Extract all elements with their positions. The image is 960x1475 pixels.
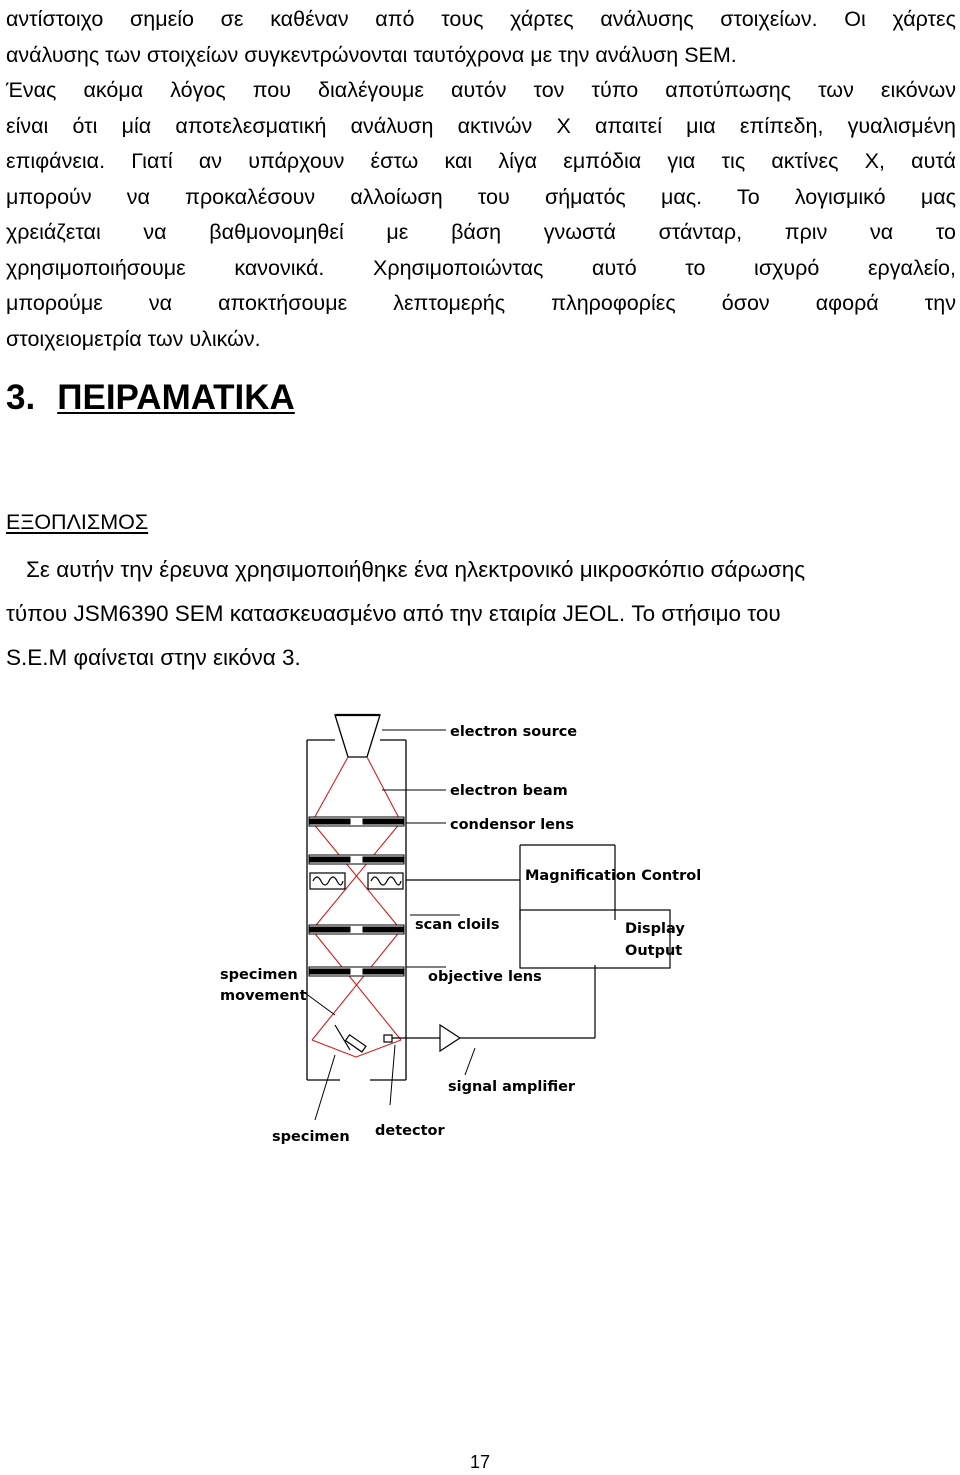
display-output-box <box>520 910 670 968</box>
section-title: ΠΕΙΡΑΜΑΤΙΚΑ <box>57 378 295 417</box>
label-specimen: specimen <box>272 1129 350 1145</box>
paragraph-line: χρησιμοποιήσουμε κανονικά. Χρησιμοποιώντας αυτό το ισχυρό εργαλείο, <box>6 255 956 280</box>
label-specimen-movement-2: movement <box>220 988 307 1004</box>
equipment-paragraph <box>6 548 956 680</box>
paragraph-line: Σε αυτήν την έρευνα χρησιμοποιήθηκε ένα ηλεκτρονικό μικροσκόπιο σάρωσης <box>26 557 806 582</box>
paragraph-line: αντίστοιχο σημείο σε καθέναν από τους χάρτες ανάλυσης στοιχείων. Οι χάρτες <box>6 7 956 31</box>
page-number: 17 <box>469 1452 491 1472</box>
label-output: Output <box>625 943 683 959</box>
label-specimen-movement-1: specimen <box>220 967 298 983</box>
label-signal-amplifier: signal amplifier <box>448 1079 576 1095</box>
paragraph-line: μπορούμε να αποκτήσουμε λεπτομερής πληροφορίες όσον αφορά την <box>6 291 956 315</box>
label-display: Display <box>625 921 685 937</box>
label-objective-lens: objective lens <box>428 969 542 985</box>
section-heading <box>6 378 295 418</box>
paragraph-line: στοιχειομετρία των υλικών. <box>6 326 261 351</box>
intro-paragraph <box>6 2 956 357</box>
subsection-title: ΕΞΟΠΛΙΣΜΟΣ <box>6 510 149 534</box>
electron-beam-path <box>312 757 401 1057</box>
detector-box <box>384 1035 392 1042</box>
paragraph-line: ανάλυσης των στοιχείων συγκεντρώνονται ταυτόχρονα με την ανάλυση SEM. <box>6 42 737 67</box>
signal-amplifier-triangle <box>440 1025 460 1051</box>
paragraph-line: Ένας ακόμα λόγος που διαλέγουμε αυτόν τον τύπο αποτύπωσης των εικόνων <box>6 78 956 102</box>
electron-source-funnel <box>335 715 380 757</box>
sem-diagram <box>210 705 770 1155</box>
section-number: 3. <box>6 378 36 417</box>
specimen-stage <box>335 1025 392 1052</box>
label-detector: detector <box>375 1123 445 1139</box>
label-electron-beam: electron beam <box>450 783 568 799</box>
paragraph-line: S.E.M φαίνεται στην εικόνα 3. <box>6 645 301 670</box>
sem-diagram-svg <box>210 705 770 1155</box>
label-condensor-lens: condensor lens <box>450 817 574 833</box>
paragraph-line: μπορούν να προκαλέσουν αλλοίωση του σήματός μας. Το λογισμικό μας <box>6 184 956 209</box>
paragraph-line: επιφάνεια. Γιατί αν υπάρχουν έστω και λίγα εμπόδια για τις ακτίνες Χ, αυτά <box>6 149 956 173</box>
paragraph-line: τύπου JSM6390 SEM κατασκευασμένο από την εταιρία JEOL. Το στήσιμο του <box>6 601 781 626</box>
label-electron-source: electron source <box>450 724 578 740</box>
paragraph-line: χρειάζεται να βαθμονομηθεί με βάση γνωστά στάνταρ, πριν να το <box>6 220 956 244</box>
label-magnification-control: Magnification Control <box>525 868 702 884</box>
paragraph-line: είναι ότι μία αποτελεσματική ανάλυση ακτινών Χ απαιτεί μια επίπεδη, γυαλισμένη <box>6 113 956 138</box>
label-scan-coils: scan cloils <box>415 917 500 933</box>
